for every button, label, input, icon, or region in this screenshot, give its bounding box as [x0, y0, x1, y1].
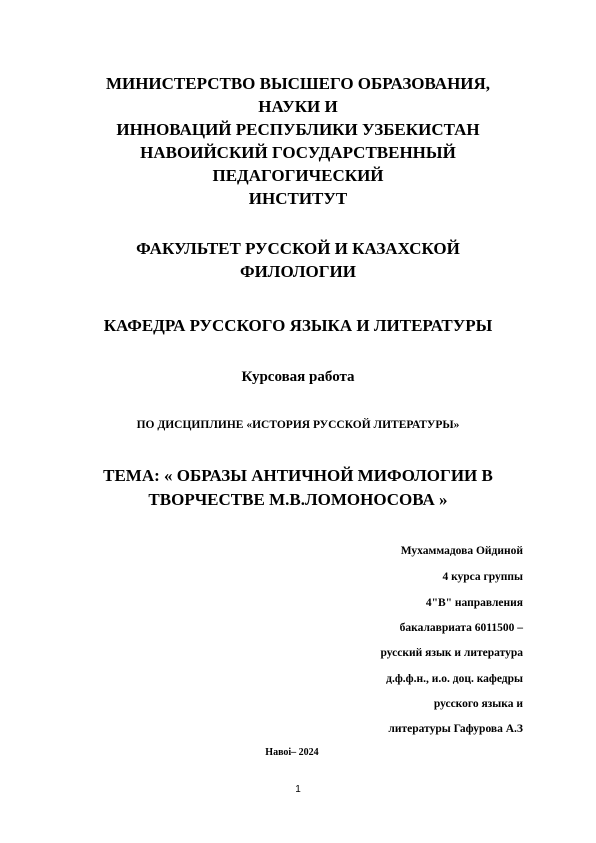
author-line-5: русский язык и литература [380, 647, 523, 659]
ministry-line-3: ИННОВАЦИЙ РЕСПУБЛИКИ УЗБЕКИСТАН [116, 120, 480, 139]
discipline-line: ПО ДИСЦИПЛИНЕ «ИСТОРИЯ РУССКОЙ ЛИТЕРАТУРЫ» [136, 419, 460, 431]
theme-line-1: ТЕМА: « ОБРАЗЫ АНТИЧНОЙ МИФОЛОГИИ В [103, 466, 493, 485]
ministry-line-1: МИНИСТЕРСТВО ВЫСШЕГО ОБРАЗОВАНИЯ, [105, 74, 491, 93]
city-year: Навоі– 2024 [265, 747, 319, 758]
work-type: Курсовая работа [241, 369, 355, 385]
ministry-line-6: ИНСТИТУТ [248, 189, 348, 208]
faculty-line-2: ФИЛОЛОГИИ [239, 262, 357, 281]
author-line-4: бакалавриата 6011500 – [399, 622, 523, 634]
author-line-3: 4"В" направления [425, 597, 523, 609]
theme-line-2: ТВОРЧЕСТВЕ М.В.ЛОМОНОСОВА » [148, 490, 448, 509]
author-line-8: литературы Гафурова А.З [388, 723, 523, 735]
ministry-line-5: ПЕДАГОГИЧЕСКИЙ [212, 166, 384, 185]
department-title: КАФЕДРА РУССКОГО ЯЗЫКА И ЛИТЕРАТУРЫ [103, 316, 493, 335]
author-line-7: русского языка и [433, 698, 523, 710]
faculty-line-1: ФАКУЛЬТЕТ РУССКОЙ И КАЗАХСКОЙ [136, 239, 460, 258]
ministry-line-4: НАВОИЙСКИЙ ГОСУДАРСТВЕННЫЙ [140, 143, 456, 162]
page-number: 1 [295, 784, 301, 795]
author-line-2: 4 курса группы [442, 571, 523, 583]
author-line-6: д.ф.ф.н., и.о. доц. кафедры [386, 673, 523, 685]
author-line-1: Мухаммадова Ойдиной [400, 545, 523, 557]
ministry-line-2: НАУКИ И [258, 97, 338, 116]
